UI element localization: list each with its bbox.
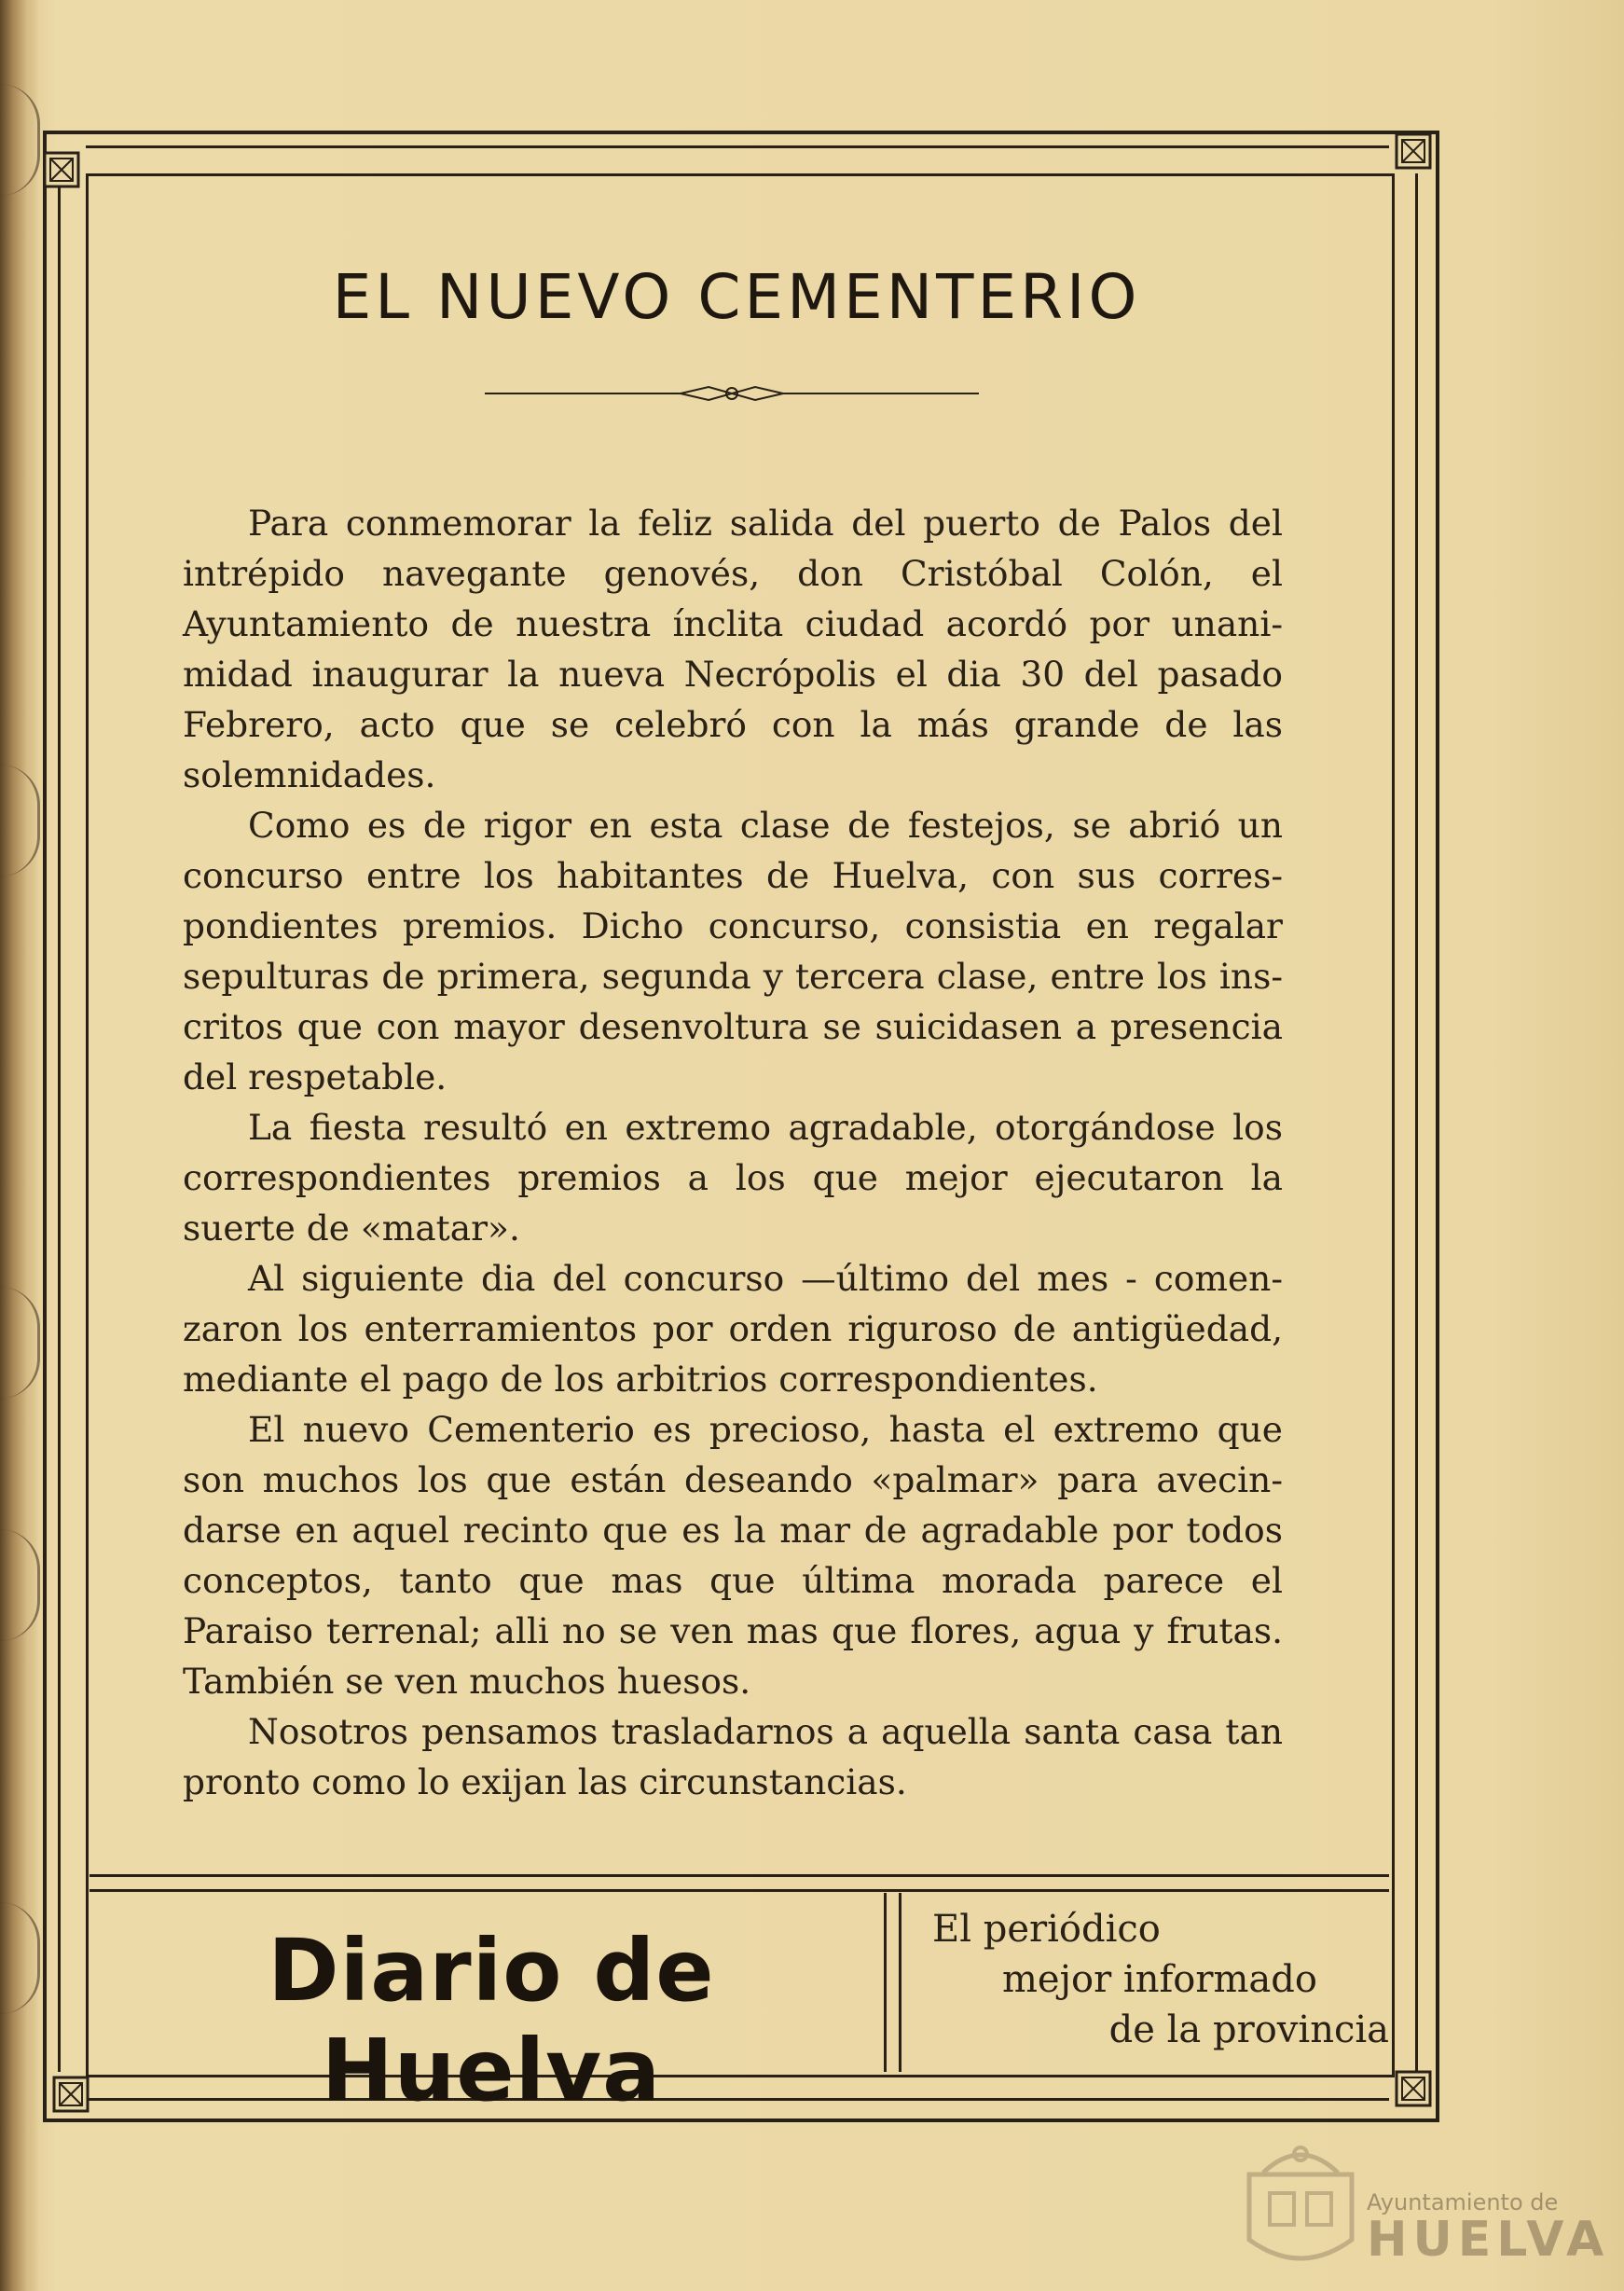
corner-box-icon (1395, 2070, 1432, 2107)
ornamental-divider-icon (485, 382, 979, 405)
frame-rule-right (1415, 173, 1418, 2072)
advertisement-divider (899, 1893, 901, 2072)
corner-box-icon (43, 151, 80, 188)
article-paragraph: Nosotros pensamos trasladarnos a aquella santa casa tan pronto como lo exijan las circunstancias. (183, 1711, 1283, 1802)
article-paragraph: Para conmemorar la feliz salida del puerto de Palos del intrépido navegante genovés, don Cristóbal Colón, el Ayuntamiento de nuestra ínclita ciudad acordó por unanimidad inaugurar la nueva Necrópolis el dia 30 del pasado Febrero, acto que se celebró con la más grande de las solemnidades. (183, 503, 1283, 795)
slogan-line: de la provincia (1108, 2008, 1389, 2051)
advertisement-rule (89, 1889, 1389, 1892)
newspaper-name: Diario de Huelva (268, 1921, 715, 2120)
frame-rule-top (86, 145, 1389, 148)
article-paragraph: La fiesta resultó en extremo agradable, otorgándose los correspondientes premios a los que mejor ejecutaron la suerte de «matar». (183, 1107, 1283, 1249)
watermark-label: Ayuntamiento de (1367, 2189, 1559, 2215)
article-body (183, 498, 1283, 1807)
slogan-line: mejor informado (1002, 1958, 1317, 2001)
watermark-city: HUELVA (1367, 2212, 1610, 2268)
advertisement-divider (884, 1893, 887, 2072)
corner-box-icon (1395, 132, 1432, 170)
corner-box-icon (52, 2076, 89, 2113)
article-paragraph: El nuevo Cementerio es precioso, hasta el extremo que son muchos los que están deseando «palmar» para avecindarse en aquel recinto que es la mar de agradable por todos conceptos, tanto que mas que última morada parece el Paraiso terrenal; alli no se ven mas que flores, agua y frutas. También se ven muchos huesos. (183, 1409, 1283, 1702)
slogan-line: El periódico (932, 1908, 1161, 1951)
article-paragraph: Al siguiente dia del concurso —último del mes - comenzaron los enterramientos por orden riguroso de antigüedad, mediante el pago de los arbitrios correspondientes. (183, 1258, 1283, 1400)
article-title: EL NUEVO CEMENTERIO (332, 261, 1141, 333)
frame-rule-left (58, 173, 61, 2072)
article-paragraph: Como es de rigor en esta clase de festejos, se abrió un concurso entre los habitantes de Huelva, con sus correspondientes premios. Dicho concurso, consistia en regalar sepulturas de primera, segunda y tercera clase, entre los inscritos que con mayor desenvoltura se suicidasen a presencia del respetable. (183, 805, 1283, 1097)
